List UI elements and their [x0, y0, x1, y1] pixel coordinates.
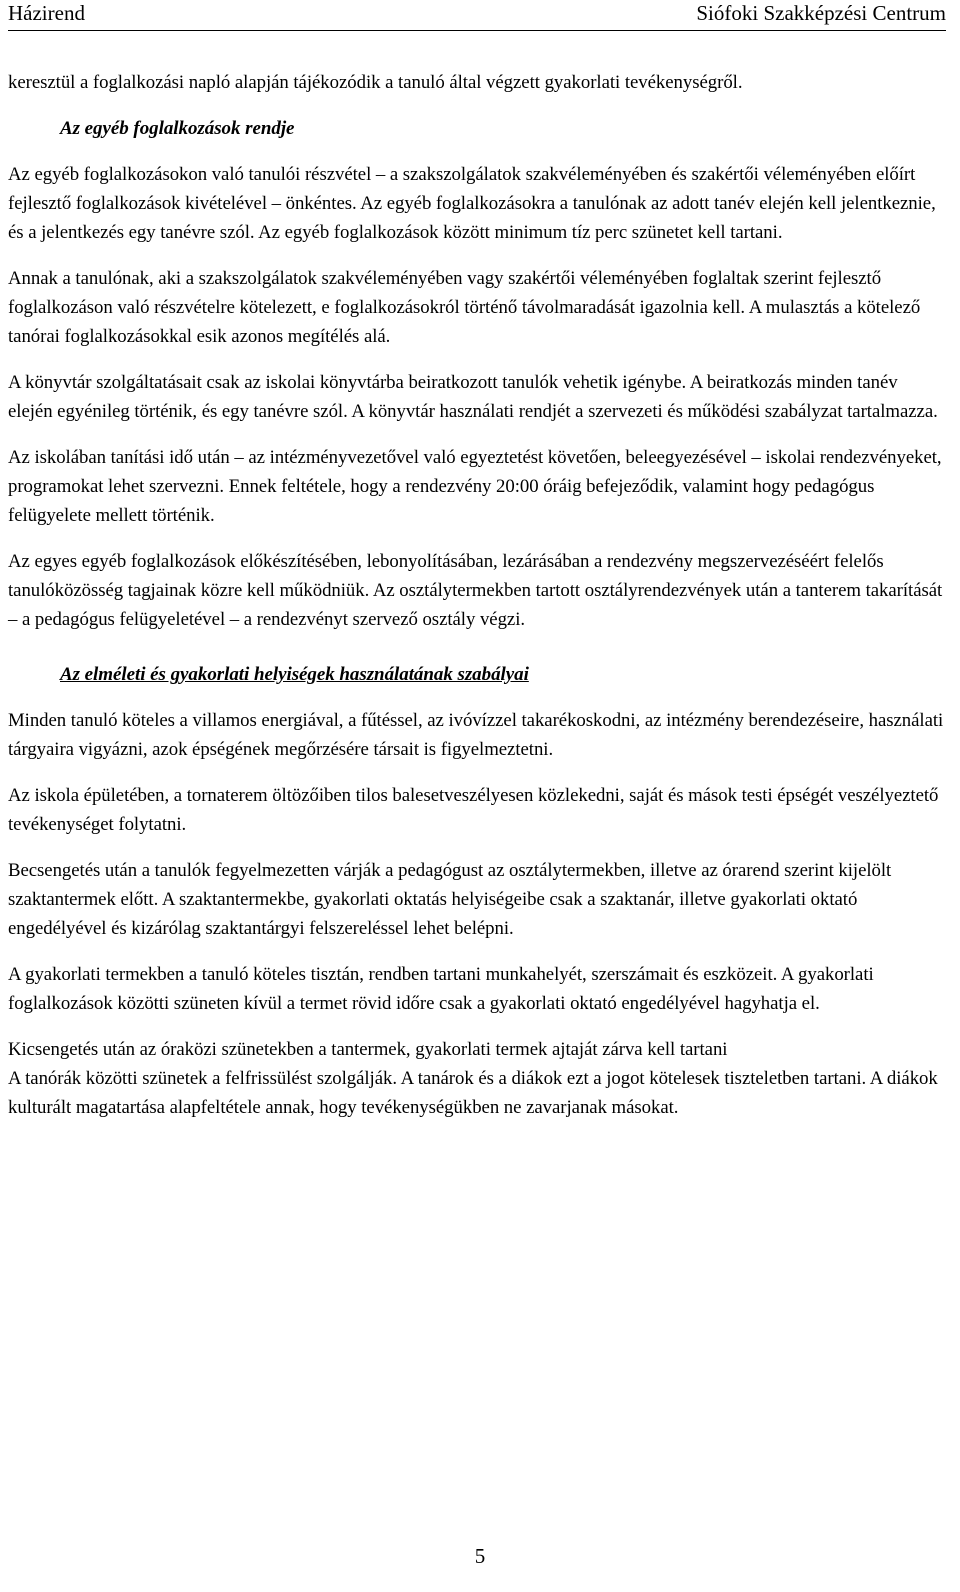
paragraph: Az egyéb foglalkozásokon való tanulói részvétel – a szakszolgálatok szakvéleményében és szakértői véleményében előírt fejlesztő foglalkozások kivételével – önkéntes. Az egyéb foglalkozásokra a tanulónak az adott tanév elején kell jelentkeznie, és a jelentkezés egy tanévre szól. Az egyéb foglalkozások között minimum tíz perc szünetet kell tartani. [8, 164, 936, 243]
paragraph: Kicsengetés után az óraközi szünetekben a tantermek, gyakorlati termek ajtaját zárva kell tartani [8, 1039, 728, 1060]
paragraph: Az egyes egyéb foglalkozások előkészítésében, lebonyolításában, lezárásában a rendezvény megszervezéséért felelős tanulóközösség tagjainak közre kell működniük. Az osztálytermekben tartott osztályrendezvények után a tanterem takarítását – a pedagógus felügyeletével – a rendezvényt szervező osztály végzi. [8, 551, 943, 630]
paragraph: A tanórák közötti szünetek a felfrissülést szolgálják. A tanárok és a diákok ezt a jogot kötelesek tiszteletben tartani. A diákok kulturált magatartása alapfeltétele annak, hogy tevékenységükben ne zavarjanak másokat. [8, 1068, 938, 1118]
paragraph: Az iskola épületében, a tornaterem öltözőiben tilos balesetveszélyesen közlekedni, saját és mások testi épségét veszélyeztető tevékenységet folytatni. [8, 785, 939, 835]
paragraph: Annak a tanulónak, aki a szakszolgálatok szakvéleményében vagy szakértői véleményében foglaltak szerint fejlesztő foglalkozáson való részvételre kötelezett, e foglalkozásokról történő távolmaradását igazolnia kell. A mulasztás a kötelező tanórai foglalkozásokkal esik azonos megítélés alá. [8, 268, 921, 347]
section-heading: Az egyéb foglalkozások rendje [60, 118, 295, 139]
page-number: 5 [474, 1544, 486, 1568]
paragraph: Minden tanuló köteles a villamos energiával, a fűtéssel, az ivóvízzel takarékoskodni, az intézmény berendezéseire, használati tárgyaira vigyázni, azok épségének megőrzésére társait is figyelmeztetni. [8, 710, 944, 760]
header-title: Házirend [8, 1, 85, 25]
page-header [8, 0, 946, 31]
section-heading: Az elméleti és gyakorlati helyiségek használatának szabályai [60, 664, 529, 685]
paragraph: A gyakorlati termekben a tanuló köteles tisztán, rendben tartani munkahelyét, szerszámait és eszközeit. A gyakorlati foglalkozások közötti szüneten kívül a termet rövid időre csak a gyakorlati oktató engedélyével hagyhatja el. [8, 964, 874, 1014]
paragraph: keresztül a foglalkozási napló alapján tájékozódik a tanuló által végzett gyakorlati tevékenységről. [8, 72, 743, 93]
paragraph: A könyvtár szolgáltatásait csak az iskolai könyvtárba beiratkozott tanulók vehetik igénybe. A beiratkozás minden tanév elején egyénileg történik, és egy tanévre szól. A könyvtár használati rendjét a szervezeti és működési szabályzat tartalmazza. [8, 372, 938, 422]
paragraph: Az iskolában tanítási idő után – az intézményvezetővel való egyeztetést követően, beleegyezésével – iskolai rendezvényeket, programokat lehet szervezni. Ennek feltétele, hogy a rendezvény 20:00 óráig befejeződik, valamint hogy pedagógus felügyelete mellett történik. [8, 447, 942, 526]
paragraph: Becsengetés után a tanulók fegyelmezetten várják a pedagógust az osztálytermekben, illetve az órarend szerint kijelölt szaktantermek előtt. A szaktantermekbe, gyakorlati oktatás helyiségeibe csak a szaktanár, illetve gyakorlati oktató engedélyével és kizárólag szaktantárgyi felszereléssel lehet belépni. [8, 860, 892, 939]
header-institution: Siófoki Szakképzési Centrum [696, 1, 946, 25]
document-body [8, 68, 946, 1139]
